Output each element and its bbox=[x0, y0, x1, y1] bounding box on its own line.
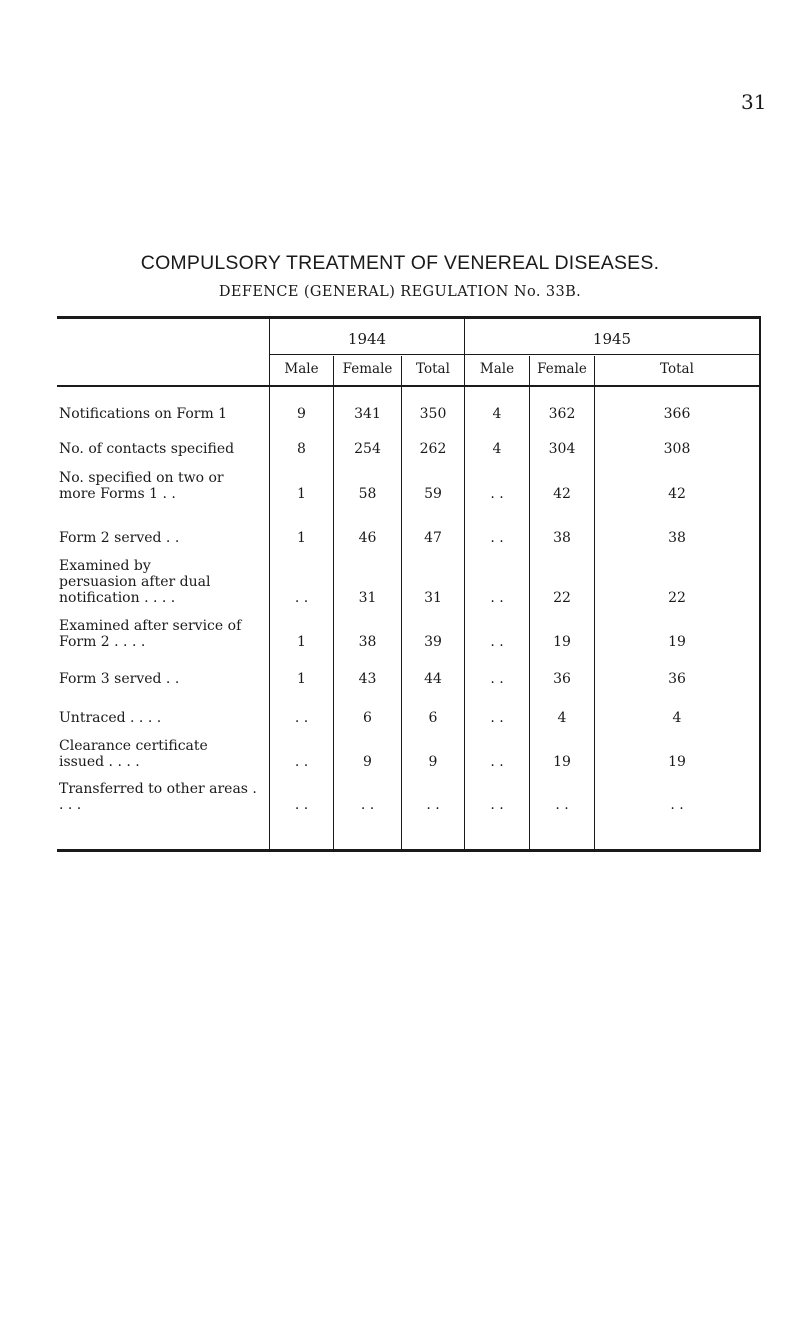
row-label: Notifications on Form 1 bbox=[59, 406, 228, 422]
table-cell: 39 bbox=[424, 634, 442, 650]
table-cell: . . bbox=[490, 530, 504, 546]
row-label: Form 3 served . . bbox=[59, 671, 180, 687]
table-cell: 9 bbox=[297, 406, 306, 422]
page-number: 31 bbox=[741, 90, 767, 114]
table-cell: . . bbox=[490, 634, 504, 650]
table-cell: 350 bbox=[419, 406, 447, 422]
col-header-female-1945: Female bbox=[537, 361, 587, 377]
table-cell: . . bbox=[555, 797, 569, 813]
year-1944: 1944 bbox=[347, 330, 387, 348]
col-header-total-1944: Total bbox=[416, 361, 450, 377]
table-cell: 43 bbox=[358, 671, 377, 687]
table-cell: 19 bbox=[553, 634, 571, 650]
table-cell: 4 bbox=[492, 441, 502, 457]
table-cell: 36 bbox=[668, 671, 686, 687]
table-cell: . . bbox=[490, 590, 504, 606]
table-cell: 341 bbox=[354, 406, 381, 422]
row-label: Transferred to other areas . . . . bbox=[59, 781, 257, 813]
col-header-male-1944: Male bbox=[284, 361, 319, 377]
row-label: Form 2 served . . bbox=[59, 530, 180, 546]
table-cell: 1 bbox=[297, 671, 306, 687]
table-cell: 58 bbox=[358, 486, 377, 502]
col-header-female-1944: Female bbox=[342, 361, 393, 377]
row-label: No. specified on two or more Forms 1 . . bbox=[59, 470, 224, 502]
table-cell: 8 bbox=[297, 441, 306, 457]
table-cell: . . bbox=[360, 797, 375, 813]
table-cell: . . bbox=[490, 486, 504, 502]
table-cell: 1 bbox=[297, 634, 306, 650]
table-cell: 19 bbox=[668, 634, 686, 650]
table-cell: . . bbox=[490, 710, 504, 726]
table-cell: 31 bbox=[424, 590, 442, 606]
table-cell: 254 bbox=[354, 441, 381, 457]
table-cell: 6 bbox=[363, 710, 372, 726]
page-subtitle: DEFENCE (GENERAL) REGULATION No. 33B. bbox=[218, 284, 582, 300]
table-cell: 44 bbox=[424, 671, 442, 687]
table-cell: 47 bbox=[424, 530, 442, 546]
table-cell: 4 bbox=[672, 710, 682, 726]
statistics-table bbox=[57, 316, 761, 852]
header-bottom-rule bbox=[57, 385, 761, 387]
table-cell: 42 bbox=[553, 486, 571, 502]
table-cell: 36 bbox=[553, 671, 571, 687]
table-cell: 4 bbox=[557, 710, 567, 726]
table-cell: 304 bbox=[548, 441, 576, 457]
table-cell: 31 bbox=[358, 590, 377, 606]
table-cell: 308 bbox=[663, 441, 691, 457]
col-header-total-1945: Total bbox=[660, 361, 694, 377]
row-label: Untraced . . . . bbox=[59, 710, 162, 726]
table-cell: 46 bbox=[358, 530, 377, 546]
table-cell: 6 bbox=[428, 710, 438, 726]
table-cell: 42 bbox=[668, 486, 686, 502]
table-cell: 1 bbox=[297, 530, 306, 546]
table-cell: . . bbox=[426, 797, 440, 813]
table-cell: . . bbox=[490, 671, 504, 687]
table-cell: . . bbox=[294, 754, 309, 770]
table-cell: . . bbox=[294, 590, 309, 606]
table-cell: 362 bbox=[548, 406, 576, 422]
table-cell: 366 bbox=[663, 406, 691, 422]
col-header-male-1945: Male bbox=[479, 361, 515, 377]
table-cell: . . bbox=[490, 797, 504, 813]
table-cell: 9 bbox=[363, 754, 372, 770]
table-cell: 9 bbox=[428, 754, 438, 770]
table-cell: . . bbox=[670, 797, 684, 813]
row-label: No. of contacts specified bbox=[59, 441, 235, 457]
table-cell: . . bbox=[294, 797, 309, 813]
table-cell: 38 bbox=[553, 530, 571, 546]
table-cell: . . bbox=[294, 710, 309, 726]
table-cell: 1 bbox=[297, 486, 306, 502]
row-label: Examined by persuasion after dual notification . . . . bbox=[59, 558, 211, 606]
table-cell: 19 bbox=[553, 754, 571, 770]
table-cell: 4 bbox=[492, 406, 502, 422]
table-right-rule bbox=[759, 316, 761, 852]
table-cell: 38 bbox=[358, 634, 377, 650]
table-cell: 19 bbox=[668, 754, 686, 770]
table-bottom-rule bbox=[57, 849, 761, 852]
label-column-rule bbox=[269, 316, 270, 852]
row-label: Examined after service of Form 2 . . . . bbox=[59, 618, 242, 650]
page-title: COMPULSORY TREATMENT OF VENEREAL DISEASES. bbox=[140, 252, 660, 274]
table-cell: 59 bbox=[424, 486, 442, 502]
table-cell: 38 bbox=[668, 530, 686, 546]
row-label: Clearance certificate issued . . . . bbox=[59, 738, 208, 770]
table-cell: 22 bbox=[553, 590, 571, 606]
year-1945: 1945 bbox=[592, 330, 632, 348]
table-cell: 262 bbox=[419, 441, 447, 457]
year-divider-rule bbox=[270, 354, 761, 355]
table-cell: . . bbox=[490, 754, 504, 770]
table-cell: 22 bbox=[668, 590, 686, 606]
year-rule bbox=[464, 316, 465, 852]
table-top-rule bbox=[57, 316, 761, 319]
